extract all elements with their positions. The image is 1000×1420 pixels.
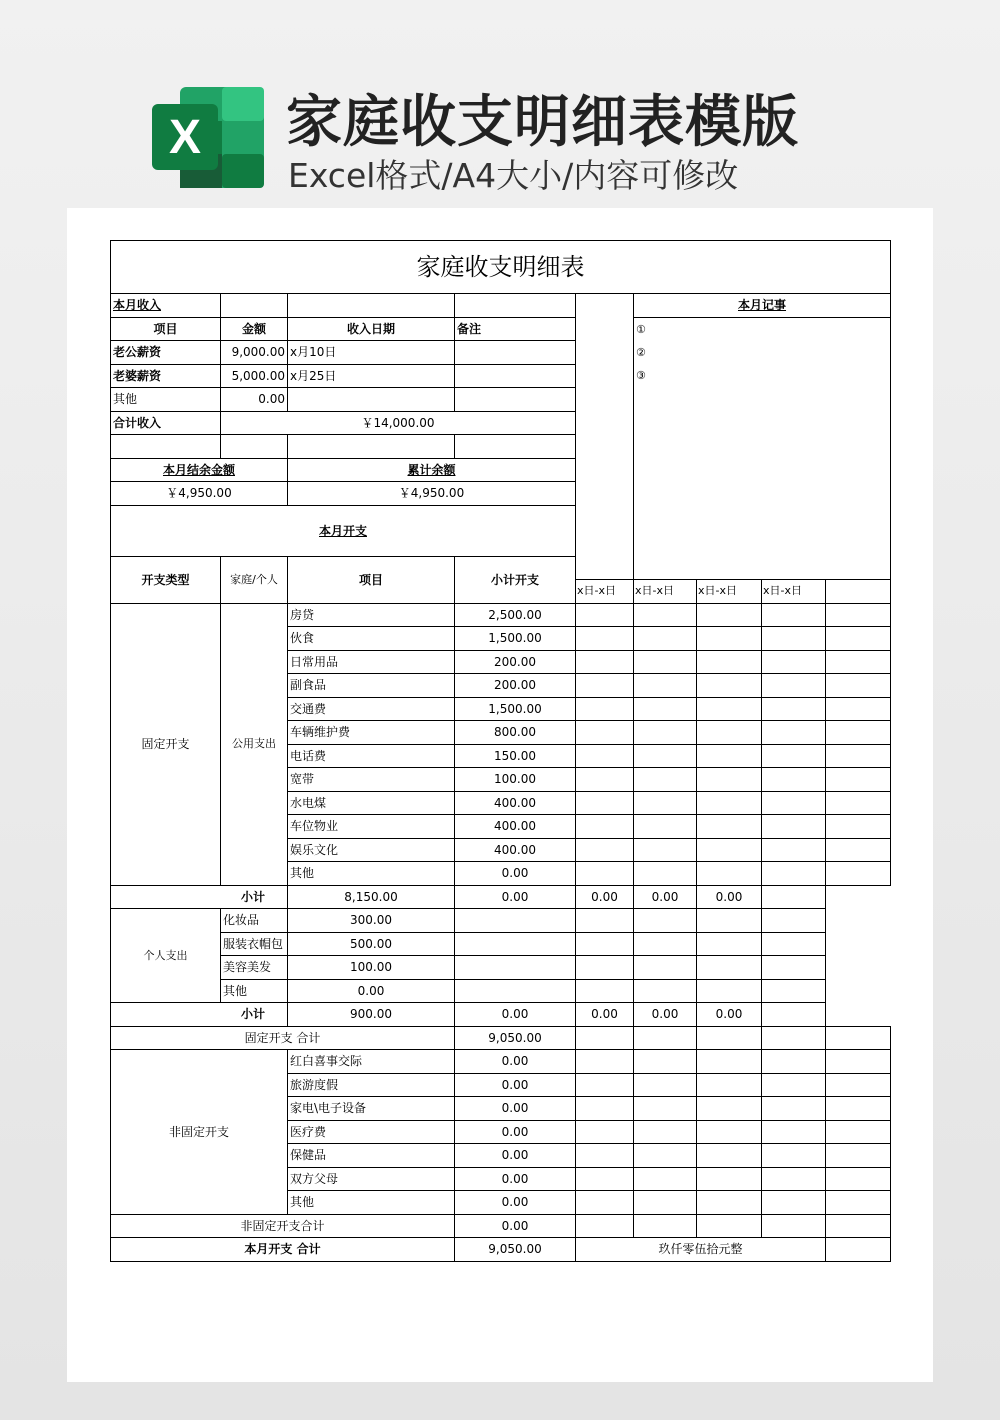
cell[interactable]	[576, 1214, 634, 1238]
cell[interactable]	[576, 1097, 634, 1121]
cumulative-balance-label: 累计余额	[288, 458, 576, 482]
personal-week-total[interactable]: 0.00	[697, 1003, 762, 1027]
budget-table	[110, 240, 891, 1262]
cell[interactable]	[826, 862, 891, 886]
personal-week-total[interactable]: 0.00	[455, 1003, 576, 1027]
cell[interactable]	[697, 862, 762, 886]
note-item: ①	[636, 322, 646, 336]
expense-item: 服装衣帽包	[221, 932, 288, 956]
expense-item: 车位物业	[288, 815, 455, 839]
expense-amount[interactable]: 1,500.00	[455, 627, 576, 651]
cell[interactable]	[576, 674, 634, 698]
personal-week-total[interactable]: 0.00	[576, 1003, 634, 1027]
income-date[interactable]	[288, 388, 455, 412]
cell[interactable]	[697, 721, 762, 745]
cell[interactable]	[576, 721, 634, 745]
cell[interactable]	[221, 294, 288, 318]
income-amount[interactable]: 5,000.00	[221, 364, 288, 388]
cell[interactable]	[826, 1026, 891, 1050]
cell[interactable]	[576, 744, 634, 768]
cell[interactable]	[634, 697, 697, 721]
cell[interactable]	[826, 674, 891, 698]
cell[interactable]	[697, 627, 762, 651]
cell[interactable]	[697, 791, 762, 815]
cell[interactable]	[697, 1214, 762, 1238]
week-range: x日-x日	[576, 580, 634, 604]
expense-item: 化妆品	[221, 909, 288, 933]
cell[interactable]	[697, 674, 762, 698]
cell[interactable]	[634, 932, 697, 956]
month-balance-label: 本月结余金额	[111, 458, 288, 482]
cell[interactable]	[762, 697, 826, 721]
cell[interactable]	[826, 1120, 891, 1144]
cell[interactable]	[288, 294, 455, 318]
expense-amount[interactable]: 100.00	[455, 768, 576, 792]
cell[interactable]	[576, 979, 634, 1003]
expense-item: 其他	[221, 979, 288, 1003]
expense-amount[interactable]: 0.00	[288, 979, 455, 1003]
cell[interactable]	[762, 1026, 826, 1050]
income-amount[interactable]: 0.00	[221, 388, 288, 412]
grand-total-label: 本月开支 合计	[111, 1238, 455, 1262]
cell[interactable]	[762, 815, 826, 839]
cell[interactable]	[634, 791, 697, 815]
expense-item: 房贷	[288, 603, 455, 627]
cell[interactable]	[762, 1003, 826, 1027]
banner-subtitle: Excel格式/A4大小/内容可修改	[288, 156, 739, 195]
cell[interactable]	[697, 1073, 762, 1097]
cell[interactable]	[697, 697, 762, 721]
cell[interactable]	[762, 1120, 826, 1144]
cell[interactable]	[576, 932, 634, 956]
cell[interactable]	[826, 1050, 891, 1074]
expense-item: 交通费	[288, 697, 455, 721]
cell[interactable]	[762, 1144, 826, 1168]
fixed-total[interactable]: 9,050.00	[455, 1026, 576, 1050]
cell[interactable]	[576, 650, 634, 674]
cell[interactable]	[826, 721, 891, 745]
expense-amount[interactable]: 0.00	[455, 1050, 576, 1074]
cell[interactable]	[697, 1050, 762, 1074]
cell[interactable]	[697, 838, 762, 862]
variable-rows	[111, 1050, 891, 1215]
income-header-amount: 金额	[221, 317, 288, 341]
expense-amount[interactable]: 150.00	[455, 744, 576, 768]
personal-group-label: 个人支出	[111, 909, 221, 1003]
notes-label: 本月记事	[634, 294, 891, 318]
cell[interactable]	[762, 603, 826, 627]
expense-item: 家电\电子设备	[288, 1097, 455, 1121]
note-item: ②	[636, 345, 646, 359]
cell[interactable]	[826, 1097, 891, 1121]
week-range: x日-x日	[697, 580, 762, 604]
cell[interactable]	[634, 838, 697, 862]
notes-area[interactable]	[634, 317, 891, 580]
public-subtotal-label: 小计	[111, 885, 288, 909]
cell[interactable]	[634, 1097, 697, 1121]
cell[interactable]	[455, 909, 576, 933]
expense-amount[interactable]: 400.00	[455, 838, 576, 862]
cell[interactable]	[826, 603, 891, 627]
public-subtotal[interactable]: 8,150.00	[288, 885, 455, 909]
expense-amount[interactable]: 0.00	[455, 862, 576, 886]
cell[interactable]	[634, 1214, 697, 1238]
cell[interactable]	[576, 603, 634, 627]
cell[interactable]	[576, 768, 634, 792]
cell[interactable]	[762, 1050, 826, 1074]
cumulative-balance-value[interactable]: ￥4,950.00	[288, 482, 576, 506]
cell[interactable]	[697, 1144, 762, 1168]
cell[interactable]	[762, 909, 826, 933]
cell[interactable]	[634, 1191, 697, 1215]
cell[interactable]	[697, 909, 762, 933]
banner	[0, 0, 1000, 205]
cell[interactable]	[762, 956, 826, 980]
header-subtotal: 小计开支	[455, 556, 576, 603]
cell[interactable]	[634, 1050, 697, 1074]
expense-item: 红白喜事交际	[288, 1050, 455, 1074]
cell[interactable]	[576, 1144, 634, 1168]
expense-item: 日常用品	[288, 650, 455, 674]
cell[interactable]	[634, 721, 697, 745]
cell[interactable]	[576, 1191, 634, 1215]
cell[interactable]	[576, 1073, 634, 1097]
cell[interactable]	[634, 1120, 697, 1144]
expense-item: 宽带	[288, 768, 455, 792]
banner-title: 家庭收支明细表模版	[286, 90, 799, 155]
note-item: ③	[636, 368, 646, 382]
income-header-item: 项目	[111, 317, 221, 341]
month-balance-value[interactable]: ￥4,950.00	[111, 482, 288, 506]
income-item: 老婆薪资	[111, 364, 221, 388]
cell[interactable]	[826, 838, 891, 862]
cell[interactable]	[576, 956, 634, 980]
cell[interactable]	[826, 1167, 891, 1191]
income-section-label: 本月收入	[111, 294, 221, 318]
expense-item: 其他	[288, 862, 455, 886]
expense-amount[interactable]: 300.00	[288, 909, 455, 933]
cell[interactable]	[634, 909, 697, 933]
cell[interactable]	[221, 435, 288, 459]
header-item: 项目	[288, 556, 455, 603]
personal-week-total[interactable]: 0.00	[634, 1003, 697, 1027]
expense-item: 电话费	[288, 744, 455, 768]
cell[interactable]	[455, 294, 576, 318]
expense-amount[interactable]: 200.00	[455, 674, 576, 698]
cell[interactable]	[697, 1097, 762, 1121]
cell[interactable]	[826, 815, 891, 839]
cell[interactable]	[762, 1097, 826, 1121]
cell[interactable]	[826, 1144, 891, 1168]
cell[interactable]	[762, 1214, 826, 1238]
cell[interactable]	[762, 744, 826, 768]
cell[interactable]	[762, 862, 826, 886]
expense-amount[interactable]: 0.00	[455, 1191, 576, 1215]
fixed-public-rows	[111, 603, 891, 885]
expense-item: 车辆维护费	[288, 721, 455, 745]
cell[interactable]	[455, 979, 576, 1003]
cell[interactable]	[455, 956, 576, 980]
cell[interactable]	[762, 838, 826, 862]
cell[interactable]	[697, 932, 762, 956]
cell[interactable]	[762, 627, 826, 651]
week-range: x日-x日	[762, 580, 826, 604]
cell[interactable]	[576, 1026, 634, 1050]
cell[interactable]	[455, 435, 576, 459]
expense-amount[interactable]: 200.00	[455, 650, 576, 674]
sheet-title: 家庭收支明细表	[111, 241, 891, 294]
cell[interactable]	[576, 1120, 634, 1144]
cell[interactable]	[697, 956, 762, 980]
expense-amount[interactable]: 400.00	[455, 815, 576, 839]
cell[interactable]	[576, 1050, 634, 1074]
cell[interactable]	[576, 791, 634, 815]
cell[interactable]	[762, 674, 826, 698]
cell[interactable]	[826, 1191, 891, 1215]
expense-amount[interactable]: 800.00	[455, 721, 576, 745]
cell[interactable]	[762, 791, 826, 815]
cell[interactable]	[826, 768, 891, 792]
cell[interactable]	[634, 768, 697, 792]
cell[interactable]	[576, 815, 634, 839]
expense-amount[interactable]: 400.00	[455, 791, 576, 815]
income-total-label: 合计收入	[111, 411, 221, 435]
income-item: 其他	[111, 388, 221, 412]
cell[interactable]	[697, 979, 762, 1003]
public-week-total[interactable]: 0.00	[697, 885, 762, 909]
cell[interactable]	[697, 1026, 762, 1050]
cell[interactable]	[762, 1191, 826, 1215]
expense-amount[interactable]: 100.00	[288, 956, 455, 980]
expense-item: 水电煤	[288, 791, 455, 815]
variable-total[interactable]: 0.00	[455, 1214, 576, 1238]
expense-amount[interactable]: 2,500.00	[455, 603, 576, 627]
fixed-personal-rows	[111, 909, 891, 1003]
variable-type-label: 非固定开支	[111, 1050, 288, 1215]
public-week-total[interactable]: 0.00	[576, 885, 634, 909]
expense-section-label: 本月开支	[111, 505, 576, 556]
cell[interactable]	[111, 435, 221, 459]
cell[interactable]	[826, 580, 891, 604]
variable-total-label: 非固定开支合计	[111, 1214, 455, 1238]
income-note[interactable]	[455, 388, 576, 412]
cell[interactable]	[634, 1167, 697, 1191]
header-type: 开支类型	[111, 556, 221, 603]
cell[interactable]	[634, 1073, 697, 1097]
income-total-value[interactable]: ￥14,000.00	[221, 411, 576, 435]
fixed-total-label: 固定开支 合计	[111, 1026, 455, 1050]
expense-item: 娱乐文化	[288, 838, 455, 862]
cell[interactable]	[634, 603, 697, 627]
cell[interactable]	[634, 744, 697, 768]
expense-item: 其他	[288, 1191, 455, 1215]
income-note[interactable]	[455, 364, 576, 388]
cell[interactable]	[455, 932, 576, 956]
grand-total-words[interactable]: 玖仟零伍拾元整	[576, 1238, 826, 1262]
cell[interactable]	[634, 650, 697, 674]
cell[interactable]	[697, 650, 762, 674]
cell[interactable]	[762, 979, 826, 1003]
cell[interactable]	[288, 435, 455, 459]
cell[interactable]	[697, 815, 762, 839]
cell[interactable]	[697, 1191, 762, 1215]
cell[interactable]	[762, 650, 826, 674]
cell[interactable]	[762, 932, 826, 956]
public-group-label: 公用支出	[221, 603, 288, 885]
expense-item: 美容美发	[221, 956, 288, 980]
grand-total[interactable]: 9,050.00	[455, 1238, 576, 1262]
cell[interactable]	[576, 627, 634, 651]
fixed-type-label: 固定开支	[111, 603, 221, 885]
expense-amount[interactable]: 500.00	[288, 932, 455, 956]
expense-item: 保健品	[288, 1144, 455, 1168]
cell[interactable]	[697, 1120, 762, 1144]
cell[interactable]	[762, 721, 826, 745]
cell[interactable]	[634, 1144, 697, 1168]
cell[interactable]	[697, 744, 762, 768]
cell[interactable]	[634, 979, 697, 1003]
income-amount[interactable]: 9,000.00	[221, 341, 288, 365]
cell[interactable]	[762, 1073, 826, 1097]
expense-amount[interactable]: 0.00	[455, 1120, 576, 1144]
public-week-total[interactable]: 0.00	[455, 885, 576, 909]
income-date[interactable]: x月25日	[288, 364, 455, 388]
expense-item: 医疗费	[288, 1120, 455, 1144]
cell[interactable]	[576, 1167, 634, 1191]
cell[interactable]	[762, 768, 826, 792]
cell[interactable]	[634, 674, 697, 698]
income-header-date: 收入日期	[288, 317, 455, 341]
expense-amount[interactable]: 1,500.00	[455, 697, 576, 721]
svg-text:X: X	[168, 111, 202, 164]
cell[interactable]	[576, 862, 634, 886]
income-note[interactable]	[455, 341, 576, 365]
cell[interactable]	[634, 815, 697, 839]
cell[interactable]	[826, 697, 891, 721]
excel-icon	[152, 87, 264, 188]
expense-item: 旅游度假	[288, 1073, 455, 1097]
cell[interactable]	[634, 1026, 697, 1050]
cell[interactable]	[826, 627, 891, 651]
cell[interactable]	[634, 627, 697, 651]
cell[interactable]	[826, 650, 891, 674]
expense-item: 副食品	[288, 674, 455, 698]
cell[interactable]	[634, 862, 697, 886]
cell[interactable]	[762, 1167, 826, 1191]
expense-item: 伙食	[288, 627, 455, 651]
header-who: 家庭/个人	[221, 556, 288, 603]
public-week-total[interactable]: 0.00	[634, 885, 697, 909]
cell[interactable]	[826, 791, 891, 815]
cell[interactable]	[576, 697, 634, 721]
cell[interactable]	[826, 1238, 891, 1262]
cell[interactable]	[576, 909, 634, 933]
spacer-cell	[576, 294, 634, 580]
expense-amount[interactable]: 0.00	[455, 1073, 576, 1097]
cell[interactable]	[576, 838, 634, 862]
cell[interactable]	[762, 885, 826, 909]
cell[interactable]	[697, 603, 762, 627]
cell[interactable]	[697, 1167, 762, 1191]
income-header-note: 备注	[455, 317, 576, 341]
expense-amount[interactable]: 0.00	[455, 1167, 576, 1191]
cell[interactable]	[697, 768, 762, 792]
expense-amount[interactable]: 0.00	[455, 1097, 576, 1121]
cell[interactable]	[634, 956, 697, 980]
income-date[interactable]: x月10日	[288, 341, 455, 365]
cell[interactable]	[826, 744, 891, 768]
cell[interactable]	[826, 1214, 891, 1238]
personal-subtotal[interactable]: 900.00	[288, 1003, 455, 1027]
personal-subtotal-label: 小计	[111, 1003, 288, 1027]
expense-amount[interactable]: 0.00	[455, 1144, 576, 1168]
cell[interactable]	[826, 1073, 891, 1097]
income-item: 老公薪资	[111, 341, 221, 365]
expense-item: 双方父母	[288, 1167, 455, 1191]
week-range: x日-x日	[634, 580, 697, 604]
